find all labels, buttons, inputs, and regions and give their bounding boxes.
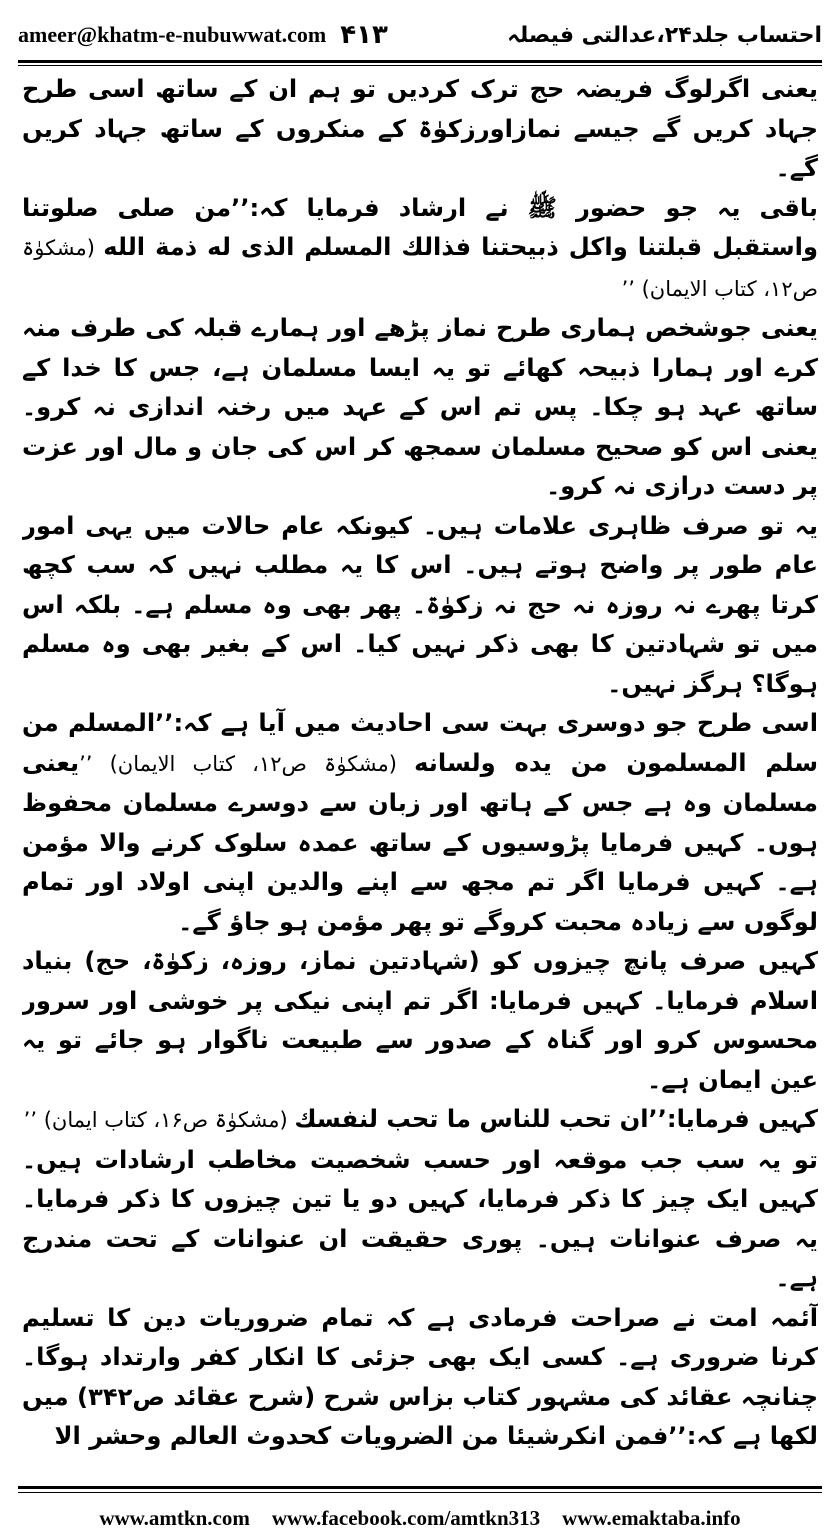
footer-rule <box>18 1486 822 1489</box>
arabic-quote-4: فمن انکرشیئا من الضرویات کحدوث العالم وحشر الا <box>54 1422 669 1450</box>
header-rule <box>18 60 822 63</box>
footer-rule-thin <box>18 1492 822 1493</box>
paragraph-8: تو یہ سب جب موقعہ اور حسب شخصیت مخاطب ارشادات ہیں۔ کہیں ایک چیز کا ذکر فرمایا، کہیں دو یا تین چیزوں کا ذکر فرمایا۔ یہ صرف عنوانات ہیں۔ پوری حقیقت ان عنوانات کے تحت مندرج ہے۔ <box>22 1145 818 1292</box>
citation-1: (مشکوٰۃ ص۱۲، کتاب الایمان) ’’ <box>22 236 818 301</box>
paragraph-9-text: آئمہ امت نے صراحت فرمادی ہے کہ تمام ضروریات دین کا تسلیم کرنا ضروری ہے۔ کسی ایک بھی جزئی کا انکار کفر وارتداد ہوگا۔ چنانچہ عقائد کی مشہور کتاب بزاس شرح (شرح عقائد ص۳۴۲) میں لکھا ہے کہ:’’ <box>22 1303 818 1450</box>
header-left <box>18 20 388 50</box>
paragraph-5-intro: اسی طرح جو دوسری بہت سی احادیث میں آیا ہے کہ:’’ <box>155 709 818 737</box>
hadith-quote-1: من صلی صلوتنا واستقبل قبلتنا واکل ذبیحتنا فذالك المسلم الذی له ذمة الله <box>22 193 818 261</box>
paragraph-5-rest: یعنی مسلمان وہ ہے جس کے ہاتھ اور زبان سے دوسرے مسلمان محفوظ ہوں۔ کہیں فرمایا پڑوسیوں کے ساتھ عمدہ سلوک کرنے والا مؤمن ہے۔ کہیں فرمایا اگر تم مجھ سے اپنے والدین اپنی اولاد اور تمام لوگوں سے زیادہ محبت کروگے تو پھر مؤمن ہو جاؤ گے۔ <box>22 748 818 936</box>
header-email: ameer@khatm-e-nubuwwat.com <box>18 22 327 47</box>
paragraph-3: یعنی جوشخص ہماری طرح نماز پڑھے اور ہمارے قبلہ کی طرف منہ کرے اور ہمارا ذبیحہ کھائے تو یہ ایسا مسلمان ہے، جس کا خدا کے ساتھ عہد ہو چکا۔ پس تم اس کے عہد میں رخنہ اندازی نہ کرو۔ یعنی اس کو صحیح مسلمان سمجھ کر اس کی جان و مال اور عزت پر دست درازی نہ کرو۔ <box>22 314 818 500</box>
page-footer <box>0 1500 840 1536</box>
paragraph-4: یہ تو صرف ظاہری علامات ہیں۔ کیونکہ عام حالات میں یہی امور عام طور پر واضح ہوتے ہیں۔ اس کا یہ مطلب نہیں کہ سب کچھ کرتا پھرے نہ روزہ نہ حج نہ زکوٰۃ۔ پھر بھی وہ مسلم ہے۔ بلکہ اس میں تو شہادتین کا بھی ذکر نہیں کیا۔ اس کے بغیر بھی وہ مسلم ہوگا؟ ہرگز نہیں۔ <box>22 511 818 698</box>
footer-link-emaktaba[interactable]: www.emaktaba.info <box>562 1505 741 1530</box>
footer-link-amtkn[interactable]: www.amtkn.com <box>99 1505 250 1530</box>
hadith-quote-3: ان تحب للناس ما تحب لنفسك <box>294 1105 649 1133</box>
paragraph-5 <box>22 704 818 942</box>
header-title: احتساب جلد۲۴،عدالتی فیصلہ <box>507 22 822 48</box>
header-rule-thin <box>18 65 822 66</box>
paragraph-9 <box>22 1299 818 1457</box>
page-body <box>22 70 818 1478</box>
citation-3: (مشکوٰۃ ص۱۶، کتاب ایمان) ’’ <box>23 1108 295 1132</box>
citation-2: (مشکوٰۃ ص۱۲، کتاب الایمان) ’’ <box>79 751 415 776</box>
paragraph-7-intro: کہیں فرمایا:’’ <box>648 1105 818 1133</box>
page-header <box>18 12 822 58</box>
paragraph-1: یعنی اگرلوگ فریضہ حج ترک کردیں تو ہم ان کے ساتھ اسی طرح جہاد کریں گے جیسے نمازاورزکوٰۃ کے منکروں کے ساتھ جہاد کریں گے۔ <box>22 75 818 182</box>
page-number: ۴۱۳ <box>340 20 388 50</box>
paragraph-6: کہیں صرف پانچ چیزوں کو (شہادتین نماز، روزہ، زکوٰۃ، حج) بنیاد اسلام فرمایا۔ کہیں فرمایا: اگر تم اپنی نیکی پر خوشی اور سرور محسوس کرو اور گناہ کے صدور سے طبیعت ناگوار ہو جائے تو یہ عین ایمان ہے۔ <box>22 947 818 1094</box>
hadith-quote-2: المسلم من سلم المسلمون من یده ولسانه <box>22 709 818 777</box>
paragraph-2 <box>22 189 818 310</box>
paragraph-2-intro: باقی یہ جو حضور ﷺ نے ارشاد فرمایا کہ:’’ <box>231 193 818 222</box>
paragraph-7 <box>22 1100 818 1141</box>
footer-link-facebook[interactable]: www.facebook.com/amtkn313 <box>271 1505 541 1530</box>
